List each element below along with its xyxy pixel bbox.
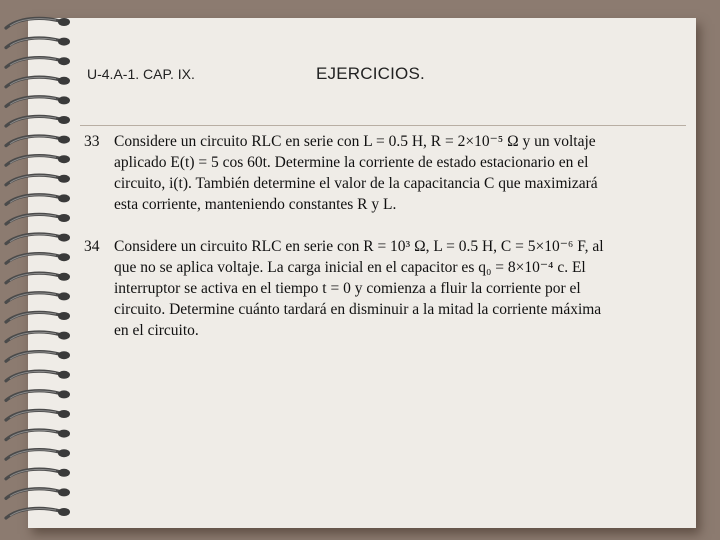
binding-ring (6, 410, 70, 420)
binding-ring (6, 175, 70, 185)
exercise-line: que no se aplica voltaje. La carga inicial en el capacitor es q₀ = 8×10⁻⁴ c. El (114, 259, 586, 276)
exercise-line: en el circuito. (114, 322, 199, 339)
header-divider (80, 125, 686, 126)
exercise-number: 34 (84, 238, 100, 255)
binding-ring (6, 469, 70, 479)
exercise-text (114, 131, 694, 215)
binding-ring (6, 77, 70, 87)
binding-ring (6, 351, 70, 361)
exercise-line: circuito, i(t). También determine el valor de la capacitancia C que maximizará (114, 175, 598, 192)
binding-ring (6, 57, 70, 67)
binding-ring (6, 332, 70, 342)
exercise-line: circuito. Determine cuánto tardará en disminuir a la mitad la corriente máxima (114, 301, 602, 318)
binding-ring (6, 96, 70, 106)
binding-ring (6, 136, 70, 146)
binding-ring (6, 273, 70, 283)
binding-ring (6, 194, 70, 204)
binding-ring (6, 234, 70, 244)
binding-ring (6, 488, 70, 498)
exercise-number: 33 (84, 133, 100, 150)
exercise-line: Considere un circuito RLC en serie con L = 0.5 H, R = 2×10⁻⁵ Ω y un voltaje (114, 133, 596, 150)
page-title: EJERCICIOS. (316, 64, 425, 83)
binding-ring (6, 508, 70, 518)
binding-ring (6, 292, 70, 302)
binding-ring (6, 371, 70, 381)
binding-ring (6, 18, 70, 28)
exercise-line: aplicado E(t) = 5 cos 60t. Determine la corriente de estado estacionario en el (114, 154, 589, 171)
binding-ring (6, 312, 70, 322)
binding-ring (6, 449, 70, 459)
binding-ring (6, 390, 70, 400)
exercise-text (114, 236, 694, 341)
course-code-label: U-4.A-1. CAP. IX. (87, 66, 195, 82)
binding-ring (6, 214, 70, 224)
binding-ring (6, 253, 70, 263)
spiral-binding-icon (0, 0, 80, 540)
binding-ring (6, 155, 70, 165)
binding-ring (6, 430, 70, 440)
exercise-line: Considere un circuito RLC en serie con R = 10³ Ω, L = 0.5 H, C = 5×10⁻⁶ F, al (114, 238, 604, 255)
binding-ring (6, 38, 70, 48)
exercise-line: esta corriente, manteniendo constantes R y L. (114, 196, 397, 213)
binding-ring (6, 116, 70, 126)
exercise-line: interruptor se activa en el tiempo t = 0 y comienza a fluir la corriente por el (114, 280, 581, 297)
